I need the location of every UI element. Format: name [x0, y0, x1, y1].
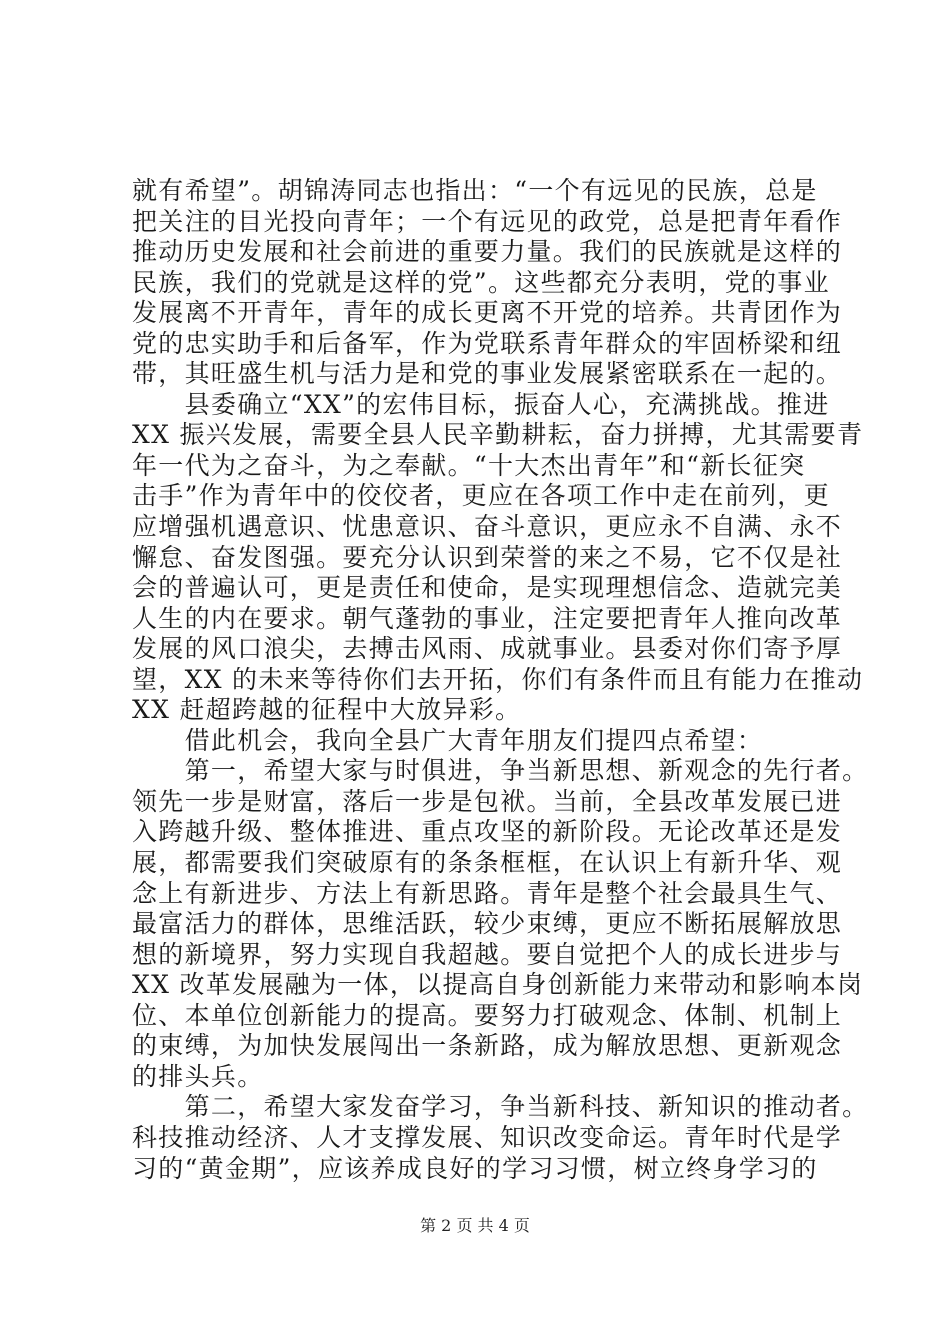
text-line: 第二，希望大家发奋学习，争当新科技、新知识的推动者。	[132, 1092, 869, 1122]
text-line: 位、本单位创新能力的提高。要努力打破观念、体制、机制上	[132, 1000, 843, 1030]
text-line: 民族，我们的党就是这样的党”。这些都充分表明，党的事业	[132, 267, 830, 297]
text-line: 第一，希望大家与时俱进，争当新思想、新观念的先行者。	[132, 756, 869, 786]
text-line: 想的新境界，努力实现自我超越。要自觉把个人的成长进步与	[132, 939, 843, 969]
text-line: 县委确立“XX”的宏伟目标，振奋人心，充满挑战。推进	[132, 389, 830, 419]
text-line: 把关注的目光投向青年；一个有远见的政党，总是把青年看作	[132, 206, 843, 236]
text-line: 发展离不开青年，青年的成长更离不开党的培养。共青团作为	[132, 298, 843, 328]
text-line: XX 赶超跨越的征程中大放异彩。	[132, 695, 522, 725]
text-line: 借此机会，我向全县广大青年朋友们提四点希望：	[132, 725, 764, 755]
text-line: 就有希望”。胡锦涛同志也指出：“一个有远见的民族，总是	[132, 176, 818, 205]
text-line: 应增强机遇意识、忧患意识、奋斗意识，更应永不自满、永不	[132, 512, 843, 542]
text-line: 会的普遍认可，更是责任和使命，是实现理想信念、造就完美	[132, 573, 843, 603]
text-line: 科技推动经济、人才支撑发展、知识改变命运。青年时代是学	[132, 1122, 843, 1152]
text-line: 党的忠实助手和后备军，作为党联系青年群众的牢固桥梁和纽	[132, 328, 843, 358]
document-body	[132, 176, 869, 1184]
text-line: 带，其旺盛生机与活力是和党的事业发展紧密联系在一起的。	[132, 359, 843, 389]
text-line: 发展的风口浪尖，去搏击风雨、成就事业。县委对你们寄予厚	[132, 634, 843, 664]
text-line: 入跨越升级、整体推进、重点攻坚的新阶段。无论改革还是发	[132, 817, 843, 847]
page-footer: 第 2 页 共 4 页	[420, 1216, 530, 1235]
text-line: 年一代为之奋斗，为之奉献。“十大杰出青年”和“新长征突	[132, 450, 806, 480]
text-line: 的排头兵。	[132, 1061, 264, 1091]
text-line: 展，都需要我们突破原有的条条框框，在认识上有新升华、观	[132, 848, 843, 878]
text-line: 人生的内在要求。朝气蓬勃的事业，注定要把青年人推向改革	[132, 603, 843, 633]
text-line: 击手”作为青年中的佼佼者，更应在各项工作中走在前列，更	[132, 481, 830, 511]
text-line: 最富活力的群体，思维活跃，较少束缚，更应不断拓展解放思	[132, 909, 843, 939]
text-line: 习的“黄金期”，应该养成良好的学习习惯，树立终身学习的	[132, 1153, 818, 1183]
text-line: 懈怠、奋发图强。要充分认识到荣誉的来之不易，它不仅是社	[132, 542, 843, 572]
text-line: 念上有新进步、方法上有新思路。青年是整个社会最具生气、	[132, 878, 843, 908]
text-line: XX 振兴发展，需要全县人民辛勤耕耘，奋力拼搏，尤其需要青	[132, 420, 864, 450]
text-line: XX 改革发展融为一体，以提高自身创新能力来带动和影响本岗	[132, 970, 864, 1000]
text-line: 推动历史发展和社会前进的重要力量。我们的民族就是这样的	[132, 237, 843, 267]
text-line: 的束缚，为加快发展闯出一条新路，成为解放思想、更新观念	[132, 1031, 843, 1061]
text-line: 望，XX 的未来等待你们去开拓，你们有条件而且有能力在推动	[132, 664, 864, 694]
text-line: 领先一步是财富，落后一步是包袱。当前，全县改革发展已进	[132, 786, 843, 816]
